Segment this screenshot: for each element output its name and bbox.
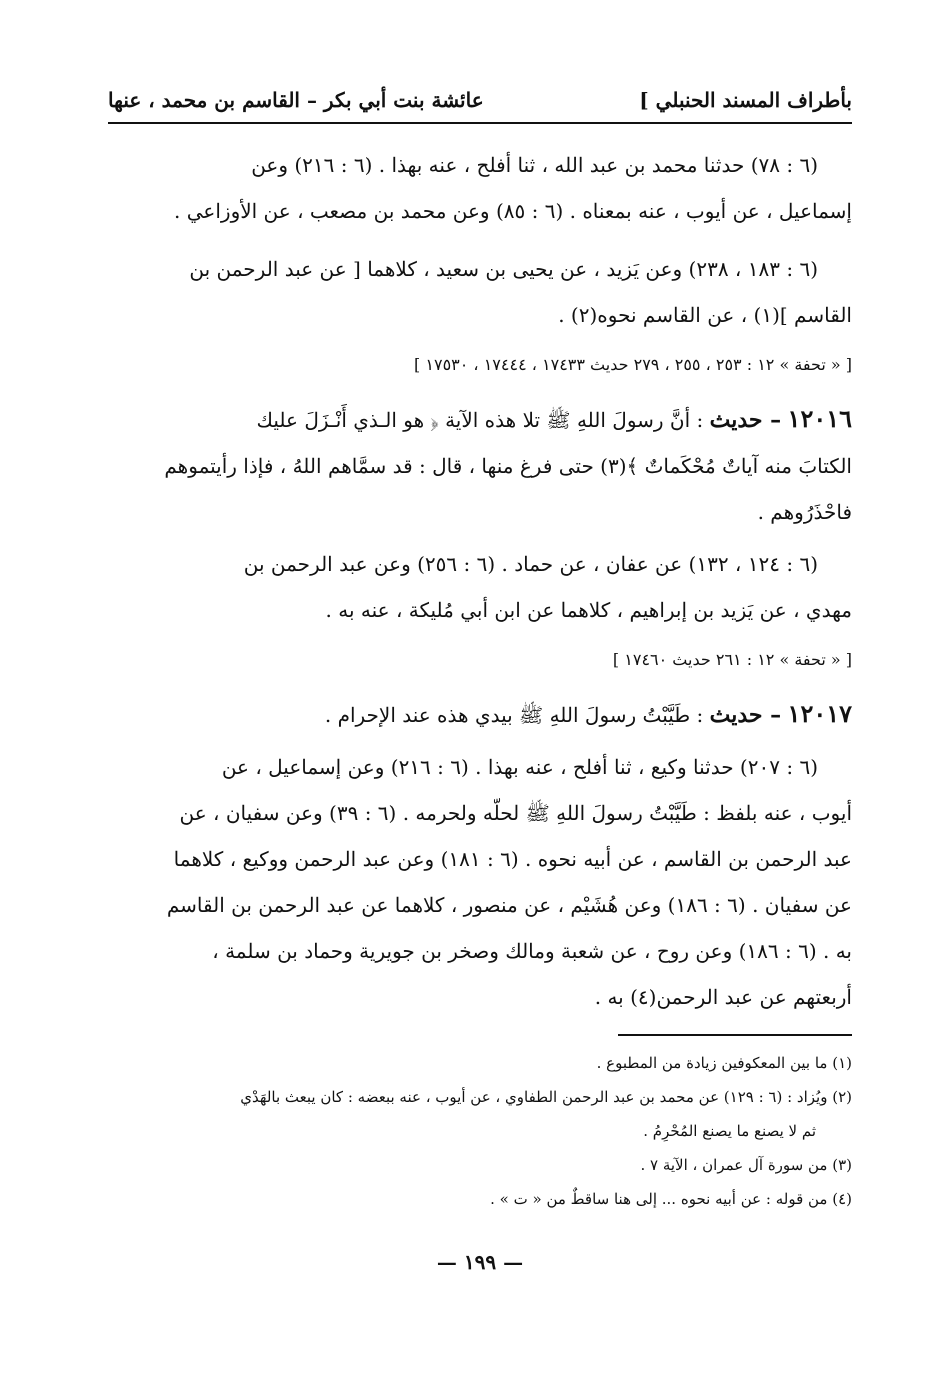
hadith-text: : طَيَّبْتُ رسولَ اللهِ ﷺ بيدي هذه عند الإحرام . xyxy=(324,703,704,727)
paragraph-3 xyxy=(108,541,852,633)
hadith-text: : أنَّ رسولَ اللهِ ﷺ تلا هذه الآية ﴿ هو الـذي أَنْـزَلَ عليك xyxy=(256,408,704,432)
text-line: أربعتهم عن عبد الرحمن(٤) به . xyxy=(594,985,852,1009)
text-line: عن سفيان . (٦ : ١٨٦) وعن هُشَيْم ، عن منصور ، كلاهما عن عبد الرحمن بن القاسم xyxy=(166,893,852,917)
footnote-4: (٤) من قوله : عن أبيه نحوه ... إلى هنا ساقطٌ من « ت » . xyxy=(490,1190,852,1208)
hadith-label: – حديث xyxy=(709,702,782,728)
running-header xyxy=(108,82,852,126)
paragraph-4 xyxy=(108,744,852,1020)
footnote-2: (٢) ويُزاد : (٦ : ١٢٩) عن محمد بن عبد الرحمن الطفاوي ، عن أيوب ، عنه ببعضه : كان يبعث بالهَدْي xyxy=(240,1088,852,1106)
hadith-number: ١٢٠١٦ xyxy=(787,404,852,433)
paragraph-2 xyxy=(108,246,852,338)
text-line: عبد الرحمن بن القاسم ، عن أبيه نحوه . (٦ : ١٨١) وعن عبد الرحمن ووكيع ، كلاهما xyxy=(173,847,852,871)
tuhfa-reference-2: [ « تحفة » ١٢ : ٢٦١ حديث ١٧٤٦٠ ] xyxy=(612,650,852,669)
text-line: به . (٦ : ١٨٦) وعن روح ، عن شعبة ومالك وصخر بن جويرية وحماد بن سلمة ، xyxy=(212,939,852,963)
footnote-3: (٣) من سورة آل عمران ، الآية ٧ . xyxy=(640,1156,852,1174)
text-line: القاسم ](١) ، عن القاسم نحوه(٢) . xyxy=(558,303,852,327)
hadith-12017 xyxy=(108,691,852,738)
footnote-2-continued: ثم لا يصنع ما يصنع المُحْرِمُ . xyxy=(643,1122,816,1140)
tuhfa-reference-1: [ « تحفة » ١٢ : ٢٥٣ ، ٢٥٥ ، ٢٧٩ حديث ١٧٤٣٣ ، ١٧٤٤٤ ، ١٧٥٣٠ ] xyxy=(414,355,852,374)
text-line: إسماعيل ، عن أيوب ، عنه بمعناه . (٦ : ٨٥) وعن محمد بن مصعب ، عن الأوزاعي . xyxy=(174,199,852,223)
text-line: مهدي ، عن يَزيد بن إبراهيم ، كلاهما عن ابن أبي مُليكة ، عنه به . xyxy=(325,598,852,622)
footnote-1: (١) ما بين المعكوفين زيادة من المطبوع . xyxy=(596,1054,852,1072)
text-line: فاحْذَرُوهم . xyxy=(757,500,852,524)
text-line: الكتابَ منه آياتٌ مُحْكَماتٌ ﴾(٣) حتى فرغ منها ، قال : قد سمَّاهم اللهُ ، فإذا رأيتموهم xyxy=(164,454,852,478)
page-body xyxy=(108,142,852,1216)
hadith-label: – حديث xyxy=(709,407,782,433)
hadith-number: ١٢٠١٧ xyxy=(787,699,852,728)
book-page xyxy=(108,72,852,1312)
text-line: (٦ : ٧٨) حدثنا محمد بن عبد الله ، ثنا أفلح ، عنه بهذا . (٦ : ٢١٦) وعن xyxy=(251,153,818,177)
footnotes xyxy=(108,1046,852,1216)
header-chapter-title: عائشة بنت أبي بكر – القاسم بن محمد ، عنها xyxy=(108,88,484,112)
paragraph-1 xyxy=(108,142,852,234)
text-line: (٦ : ٢٠٧) حدثنا وكيع ، ثنا أفلح ، عنه بهذا . (٦ : ٢١٦) وعن إسماعيل ، عن xyxy=(221,755,818,779)
page-number: — ١٩٩ — xyxy=(436,1250,524,1274)
footnote-divider xyxy=(618,1034,852,1036)
header-book-title: بأطراف المسند الحنبلي ] xyxy=(639,88,852,112)
header-divider xyxy=(108,122,852,124)
text-line: (٦ : ١٢٤ ، ١٣٢) عن عفان ، عن حماد . (٦ : ٢٥٦) وعن عبد الرحمن بن xyxy=(243,552,818,576)
text-line: (٦ : ١٨٣ ، ٢٣٨) وعن يَزيد ، عن يحيى بن سعيد ، كلاهما [ عن عبد الرحمن بن xyxy=(189,257,818,281)
text-line: أيوب ، عنه بلفظ : طَيَّبْتُ رسولَ اللهِ ﷺ لحلّه ولحرمه . (٦ : ٣٩) وعن سفيان ، عن xyxy=(179,801,852,825)
hadith-12016 xyxy=(108,396,852,535)
